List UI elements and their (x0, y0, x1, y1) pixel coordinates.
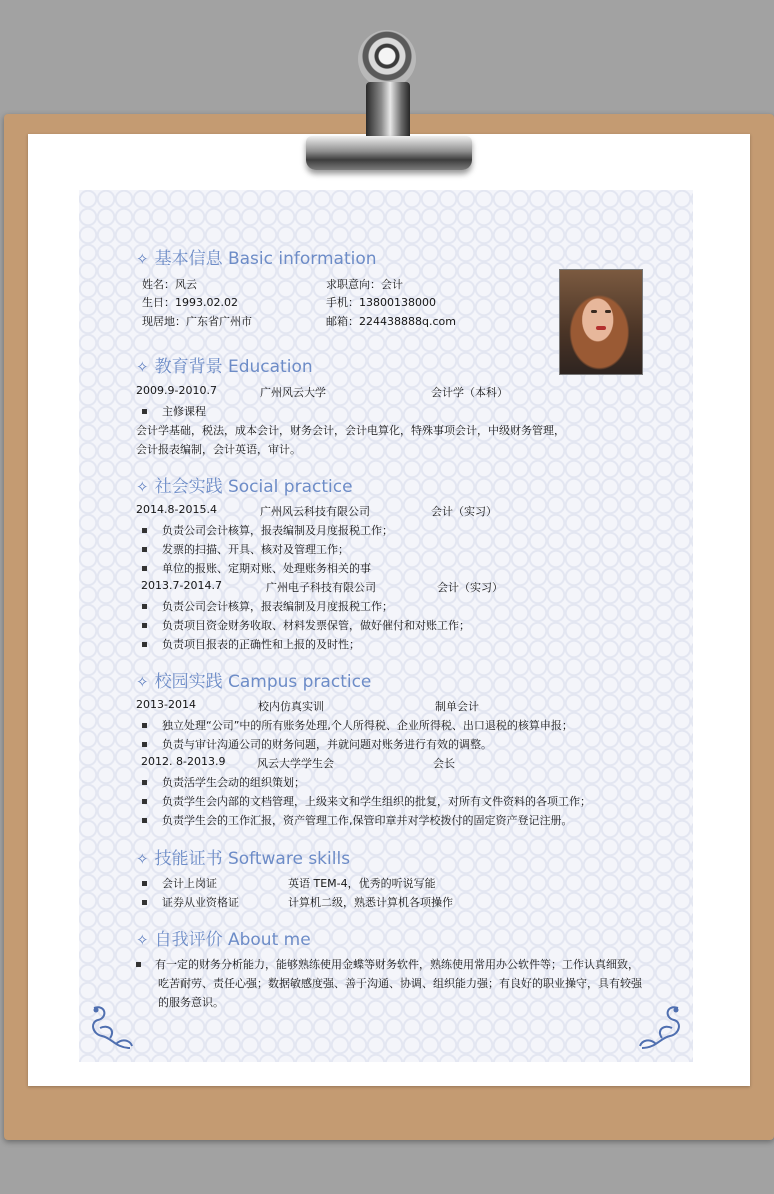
list-item (142, 403, 206, 419)
square-bullet-icon (142, 799, 147, 804)
basic-name: 姓名：风云 (142, 278, 197, 291)
square-bullet-icon (142, 604, 147, 609)
about-text: 吃苦耐劳、责任心强；数据敏感度强、善于沟通、协调、组织能力强；有良好的职业操守，具有较强 (158, 977, 642, 990)
section-title-campus (136, 667, 371, 692)
job-company: 广州电子科技有限公司 (266, 581, 376, 594)
square-bullet-icon (142, 566, 147, 571)
list-item-text: 发票的扫描、开具、核对及管理工作； (162, 543, 349, 556)
section-title-basic (136, 244, 377, 269)
basic-email: 邮箱：224438888q.com (326, 315, 456, 328)
basic-phone: 手机：13800138000 (326, 296, 436, 309)
section-title-text: 自我评价 About me (154, 930, 311, 950)
list-item (136, 956, 639, 972)
job-period: 2013.7-2014.7 (141, 579, 222, 592)
campus-org: 风云大学学生会 (257, 757, 334, 770)
square-bullet-icon (142, 547, 147, 552)
dragon-ornament-icon (86, 1000, 140, 1054)
campus-period: 2013-2014 (136, 698, 196, 711)
diamond-star-icon: ✧ (136, 673, 149, 691)
diamond-star-icon: ✧ (136, 931, 149, 949)
square-bullet-icon (142, 723, 147, 728)
list-item-text: 负责公司会计核算，报表编制及月度报税工作； (162, 524, 393, 537)
list-item-text: 负责学生会的工作汇报，资产管理工作,保管印章并对学校拨付的固定资产登记注册。 (162, 814, 573, 827)
diamond-star-icon: ✧ (136, 250, 149, 268)
education-courses-line: 会计报表编制，会计英语，审计。 (136, 443, 301, 456)
square-bullet-icon (142, 528, 147, 533)
job-period: 2014.8-2015.4 (136, 503, 217, 516)
section-title-text: 技能证书 Software skills (154, 849, 351, 869)
section-title-text: 校园实践 Campus practice (154, 672, 372, 692)
section-title-text: 社会实践 Social practice (154, 477, 353, 497)
campus-role: 会长 (433, 757, 455, 770)
skill-left: 会计上岗证 (162, 877, 217, 890)
section-title-education (136, 352, 313, 377)
skill-left: 证券从业资格证 (162, 896, 239, 909)
photo-eye (605, 310, 611, 313)
about-text: 的服务意识。 (158, 996, 224, 1009)
campus-role: 制单会计 (435, 700, 479, 713)
education-courses-line: 会计学基础，税法，成本会计，财务会计，会计电算化，特殊事项会计，中级财务管理， (136, 424, 565, 437)
list-item (142, 617, 470, 633)
square-bullet-icon (142, 780, 147, 785)
portrait-photo (559, 269, 643, 375)
section-title-skills (136, 844, 350, 869)
job-role: 会计（实习） (437, 581, 503, 594)
list-item-text: 独立处理“公司”中的所有账务处理,个人所得税、企业所得税、出口退税的核算申报； (162, 719, 573, 732)
list-item (142, 522, 393, 538)
square-bullet-icon (142, 900, 147, 905)
photo-eye (591, 310, 597, 313)
diamond-star-icon: ✧ (136, 478, 149, 496)
list-item (142, 560, 371, 576)
job-company: 广州风云科技有限公司 (260, 505, 370, 518)
basic-birth: 生日：1993.02.02 (142, 296, 238, 309)
list-item-text: 负责与审计沟通公司的财务问题，并就问题对账务进行有效的调整。 (162, 738, 492, 751)
list-item (142, 774, 305, 790)
binder-clip-icon (296, 26, 480, 176)
list-item-text: 负责活学生会动的组织策划； (162, 776, 305, 789)
list-item (142, 894, 239, 910)
square-bullet-icon (142, 742, 147, 747)
job-role: 会计（实习） (431, 505, 497, 518)
list-item (142, 736, 492, 752)
list-item (142, 875, 217, 891)
square-bullet-icon (142, 642, 147, 647)
section-title-text: 基本信息 Basic information (154, 249, 377, 269)
photo-lips (596, 326, 606, 330)
list-item (142, 812, 573, 828)
dragon-ornament-icon (632, 1000, 686, 1054)
clip-base (306, 136, 472, 170)
basic-intent: 求职意向：会计 (326, 278, 403, 291)
section-title-about (136, 925, 311, 950)
list-item-text: 负责项目报表的正确性和上报的及时性； (162, 638, 360, 651)
education-period: 2009.9-2010.7 (136, 384, 217, 397)
about-text: 有一定的财务分析能力，能够熟练使用金蝶等财务软件，熟练使用常用办公软件等；工作认真细致， (155, 958, 639, 971)
list-item-text: 单位的报账、定期对账、处理账务相关的事 (162, 562, 371, 575)
square-bullet-icon (142, 409, 147, 414)
list-item (142, 541, 349, 557)
diamond-star-icon: ✧ (136, 850, 149, 868)
list-item (142, 598, 393, 614)
clip-ring (358, 30, 416, 88)
square-bullet-icon (142, 881, 147, 886)
list-item-text: 主修课程 (162, 405, 206, 418)
list-item-text: 负责项目资金财务收取、材料发票保管，做好催付和对账工作； (162, 619, 470, 632)
list-item (142, 793, 591, 809)
campus-period: 2012. 8-2013.9 (141, 755, 226, 768)
education-school: 广州风云大学 (260, 386, 326, 399)
diamond-star-icon: ✧ (136, 358, 149, 376)
education-major: 会计学（本科） (431, 386, 508, 399)
skill-right: 计算机二级，熟悉计算机各项操作 (288, 896, 453, 909)
list-item (142, 636, 360, 652)
basic-location: 现居地：广东省广州市 (142, 315, 252, 328)
square-bullet-icon (142, 623, 147, 628)
square-bullet-icon (136, 962, 141, 967)
section-title-social (136, 472, 353, 497)
campus-org: 校内仿真实训 (258, 700, 324, 713)
list-item-text: 负责公司会计核算，报表编制及月度报税工作； (162, 600, 393, 613)
square-bullet-icon (142, 818, 147, 823)
skill-right: 英语 TEM-4，优秀的听说写能 (288, 877, 436, 890)
list-item (142, 717, 573, 733)
list-item-text: 负责学生会内部的文档管理，上级来文和学生组织的批复，对所有文件资料的各项工作； (162, 795, 591, 808)
section-title-text: 教育背景 Education (154, 357, 313, 377)
